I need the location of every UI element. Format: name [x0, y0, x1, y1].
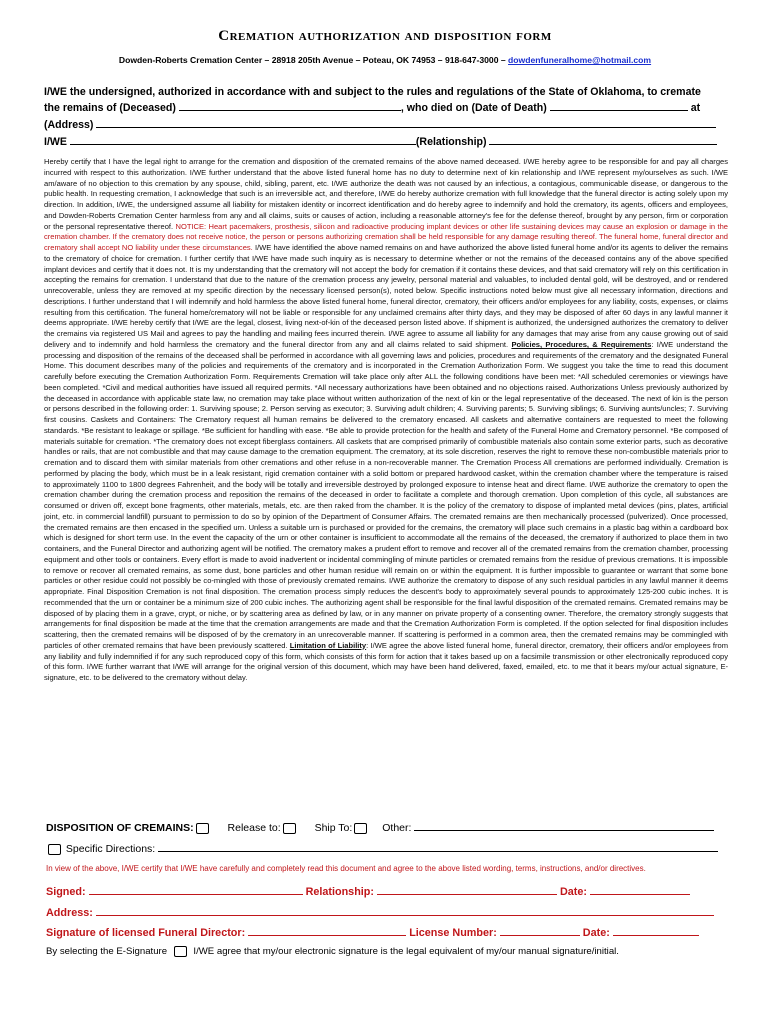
- date2-label: Date:: [582, 927, 610, 939]
- relationship-sig-label: Relationship:: [305, 886, 374, 898]
- implant-notice: NOTICE: Heart pacemakers, prosthesis, silicon and radioactive producing implant devices or other life sustaining devices may cause an explosion or damage in the cremation chamber. If the crematory does not receive notice, the person or persons authorizing cremation shall be held responsible for any damage resulting thereof. The funeral home, funeral director and crematory shall accept NO liability under these circumstances.: [44, 221, 728, 252]
- relationship-field[interactable]: [489, 134, 717, 145]
- specific-directions-row: [46, 841, 736, 855]
- date-field[interactable]: [590, 884, 690, 895]
- license-label: License Number:: [409, 927, 497, 939]
- deceased-address-field[interactable]: [96, 117, 716, 128]
- director-row: [46, 925, 736, 939]
- at-label: at: [690, 102, 701, 114]
- signed-row: [46, 884, 736, 898]
- company-address: [0, 55, 770, 65]
- address-row: [46, 905, 736, 919]
- deceased-name-field[interactable]: [179, 100, 401, 111]
- date-of-death-field[interactable]: [550, 100, 688, 111]
- terms-paragraph-3: : I/WE understand the processing and disposition of the remains of the deceased shall be performed in accordance with all governing laws and policies, procedures and requirements of the crematory and the designated Funeral Home. This document describes many of the policies and requirements of the crematory and is incorporated in the Cremation Authorization Form. We suggest you take the time to read this document carefully before executing the Cremation Authorization Form. Requirements Cremation will take place only after ALL the following conditions have been met: *All scheduled ceremonies or viewings have been completed. *Civil and medical authorities have issued all required permits. *All necessary authorizations have been obtained and no objections raised. Authorizations Unless previously authorized by the deceased in accordance with applicable state law, no cremation may take place without written authorization of the next of kin or the legal representative of the deceased. The next of kin is the person or persons described in the following order: 1. Surviving spouse; 2. Person serving as executor; 3. Surviving adult children; 4. Surviving parents; 5. Surviving siblings; 6. Surviving aunts/uncles; 7. Surviving first cousins. Caskets and Containers: The Crematory request all human remains be delivered to the crematory encased. All caskets and alternative containers are requested to meet the following standards. *Be resistant to leakage or spillage. *Be sufficient for handling with ease. *Be able to provide protection for the health and safety of the Funeral Home and Crematory personnel. *Be composed of materials suitable for cremation. *The crematory does not except fiberglass containers. All caskets that are comprised primarily of combustible materials also contain some exterior parts, such as decorative handles or rails, that are not combustible and that may cause damage to the cremation equipment. The crematory, at its sole discretion, reserves the right to remove these non-combustible materials prior to cremation and to discard them with similar materials from other cremations and other refuse in a non-recoverable manner. The Cremation Process All cremations are performed individually. Cremation is performed by placing the body, which must be in a leak resistant, rigid cremation container with a solid bottom or prepared hardwood casket, within the cremation chamber where the temperature is raised to approximately 1100 to 1800 degrees Fahrenheit, and the body will be totally and irreversible destroyed by prolonged exposure to intense heat and direct flame. I/WE authorize the crematory to open the cremation chamber during the cremation process and reposition the remains of the deceased in order to facilitate a complete and thorough cremation. Upon completion of this cycle, all substances are consumed or driven off, except bone fragments, other materials, metals, etc. are then raked from the chamber. It is the policy of the crematory to dispose of implanted metal devices (pins, plates, artificial joint, etc. in commercial landfill) pursuant to permission to do so by opinion of the Department of Consumer Affairs. The cremated remains are then mechanically processed (pulverized). Once processed, the cremated remains are then encased in the specified urn. Unless a suitable urn is purchased or provided for the cremains, the crematory will place such cremains in a plastic bag within a cardboard box which is designed for short term use. In the event the capacity of the urn or other container is insufficient to accommodate all the remains of the deceased, the crematory if authorized to place them in two containers, and the Funeral Director and authorizing agent will be notified. The crematory makes a prudent effort to remove and recover all of the cremated remains from the cremation chamber, processing equipment and other tools or containers. Every effort is made to avoid inadvertent or incidental commingling of minute particles or cremated remains from the residue of previous cremations. It is impossible to remove or recover all cremated remains, as some dust, bone particles and other human residue will remain on or within the equipment. It is further impossible to guarantee or warrant that some bone particles or other residue could not possibly be co-mingled with those of previously cremated remains. I/WE authorize the crematory to dispose of any such residual particles in any lawful manner it deems appropriate. Final Disposition Cremation is not final disposition. The cremation process simply reduces the descent's body to approximately several pounds to approximately 125-200 cubic inches. It is recommended that the urn or container be a minimum size of 200 cubic inches. The authorizing agent shall be responsible for the final lawful disposition of the cremated remains. Cremated remains may be disposed of by placing them in a grave, crypt, or niche, or by scattering area as defined by law, or in any manner on private property of a consenting owner. Therefore, the crematory strongly suggests that arrangements for final disposition be made at the time that the cremation arrangements are made and that the Cremation Authorization Form is completed. If the option selected for final disposition includes scattering, then the cremated remains will be disposed of by the crematory in an unrecoverable manner. If scattering is performed in a common area, then the cremated remains may be commingled with particles of other cremated remains that have been previously scattered.: [44, 339, 728, 650]
- relationship-label: (Relationship): [415, 136, 487, 148]
- policies-heading: Policies, Procedures, & Requirements: [511, 339, 652, 349]
- ship-to-label: Ship To:: [314, 822, 353, 834]
- disposition-checkbox[interactable]: [196, 823, 209, 834]
- intro-line-3: [44, 117, 734, 133]
- other-field[interactable]: [414, 820, 714, 831]
- director-label: Signature of licensed Funeral Director:: [46, 927, 246, 939]
- other-label: Other:: [382, 822, 412, 834]
- signed-field[interactable]: [89, 884, 303, 895]
- esignature-statement: I/WE agree that my/our electronic signature is the legal equivalent of my/our manual signature/initial.: [193, 946, 619, 958]
- intro-line-1: I/WE the undersigned, authorized in accordance with and subject to the rules and regulations of the State of Oklahoma, to cremate: [44, 86, 701, 98]
- terms-paragraph-2: I/WE have identified the above named remains on and have authorized the above listed funeral home and/or its agents to deliver the remains to the crematory of choice for cremation. I further certify that I/WE have made such inquiry as is necessary to determine whether or not the remains of the deceased contains any of the above specified implant devices and certify that it does not. It is my understanding that the crematory will not accept the body for cremation if it contains these devices, and that said crematory will rely on this certification in accepting the remains for cremation. I understand that due to the nature of the cremation process any jewelry, personal material and valuables, to included dental gold, will be destroyed, and or rendered unrecoverable, unless they are removed at my specific direction by the necessary licensed person(s), noted below. Specific instructions noted below must give all necessary information, directions and descriptions. I further understand that I will indemnify and hold harmless the above listed funeral home, funeral director, crematory, their officers and/or employees for any liability, costs, expenses, or claims resulting from this certification. The funeral home/crematory will not be liable or responsible for any unclaimed cremains after thirty days, and they may be disposed of after 60 days in any lawful manner it deems appropriate. I/WE hereby certify that I/WE are the legal, closest, living next-of-kin of the deceased person listed above. If shipment is authorized, the undersigned authorizes the crematory to deliver the cremains via registered US Mail and agrees to pay the handling and mailing fees incurred therein. I/WE agree to assume all liability for any damages that may arise from any cause growing out of said delivery and to indemnify and hold harmless the crematory and the funeral director from any and all claims related to said shipment.: [44, 243, 728, 349]
- terms-body: [44, 157, 728, 684]
- iwe-name-field[interactable]: [70, 134, 416, 145]
- specific-directions-field[interactable]: [158, 841, 718, 852]
- release-to-label: Release to:: [227, 822, 281, 834]
- liability-heading: Limitation of Liability: [289, 640, 367, 650]
- address-text: Dowden-Roberts Cremation Center – 28918 205th Avenue – Poteau, OK 74953 – 918-647-3000 –: [118, 55, 509, 65]
- date2-field[interactable]: [613, 925, 699, 936]
- esignature-checkbox[interactable]: [174, 946, 187, 957]
- disposition-row: [46, 820, 736, 834]
- intro-line-4: [44, 134, 734, 150]
- date-of-death-label: , who died on (Date of Death): [400, 102, 547, 114]
- specific-directions-checkbox[interactable]: [48, 844, 61, 855]
- email-link[interactable]: dowdenfuneralhome@hotmail.com: [508, 55, 652, 65]
- address-sig-label: Address:: [46, 907, 93, 919]
- iwe-label: I/WE: [44, 136, 67, 148]
- address-label: (Address): [44, 119, 94, 131]
- esignature-prefix: By selecting the E-Signature: [46, 946, 168, 958]
- release-to-checkbox[interactable]: [283, 823, 296, 834]
- deceased-label: the remains of (Deceased): [44, 102, 176, 114]
- signed-label: Signed:: [46, 886, 86, 898]
- esignature-row: [46, 946, 736, 957]
- specific-directions-label: Specific Directions:: [65, 843, 156, 855]
- license-field[interactable]: [500, 925, 580, 936]
- ship-to-checkbox[interactable]: [354, 823, 367, 834]
- terms-paragraph-1: Hereby certify that I have the legal right to arrange for the cremation and disposition of the cremated remains of the above named deceased. I/WE hereby agree to be responsible for and pay all charges incurred with respect to this authorization. I/WE further understand that the above listed funeral home has no duty to determine next of kin relationship and I/WE represent my/ourselves as such. I/WE am/aware of no objection to this cremation by any spouse, child, sibling, parent, etc. I/WE authorize the death was not caused by an infectious, a contagious, communicable disease, or dangerous to the public health. In requesting cremation, I acknowledge that such is an irreversible act, and therefore, I/WE do hereby authorize cremation with full knowledge that the funeral director is acting solely upon my direction. In addition, I/WE, the undersigned assume all liability for mistaken identity or incorrect identification and do hereby agree to indemnify and hold the crematory, its agents, officers and employees, and Dowden-Roberts Cremation Center harmless from any and all claims, suits or causes of action, including a reasonable attorney's fee for the defense thereof, brought by any person, firm or corporation or the personal representative thereof.: [44, 157, 728, 231]
- date-label: Date:: [559, 886, 587, 898]
- terms-paragraph-4: : I/WE agree the above listed funeral home, funeral director, crematory, their officers and/or employees from any liability and fully indemnified if for any such reproduced copy of this form, which consists of this form for action that it takes based up on a facsimile transmission or other electronically reproduced copy of this form. I/WE further warrant that I/WE will arrange for the original version of this document, which may have been hand delivered, faxed, emailed, etc. to me that it bears my/our actual signature, E-signature, etc. to be delivered to the crematory without delay.: [44, 640, 728, 682]
- disposition-label: DISPOSITION OF CREMAINS:: [46, 822, 194, 834]
- director-field[interactable]: [248, 925, 406, 936]
- relationship-sig-field[interactable]: [377, 884, 557, 895]
- address-sig-field[interactable]: [96, 905, 714, 916]
- form-title: Cremation authorization and disposition form: [218, 28, 552, 44]
- intro-line-2: [44, 100, 734, 116]
- attestation-text: In view of the above, I/WE certify that I/WE have carefully and completely read this document and agree to the above listed wording, terms, instructions, and/or directives.: [46, 864, 646, 873]
